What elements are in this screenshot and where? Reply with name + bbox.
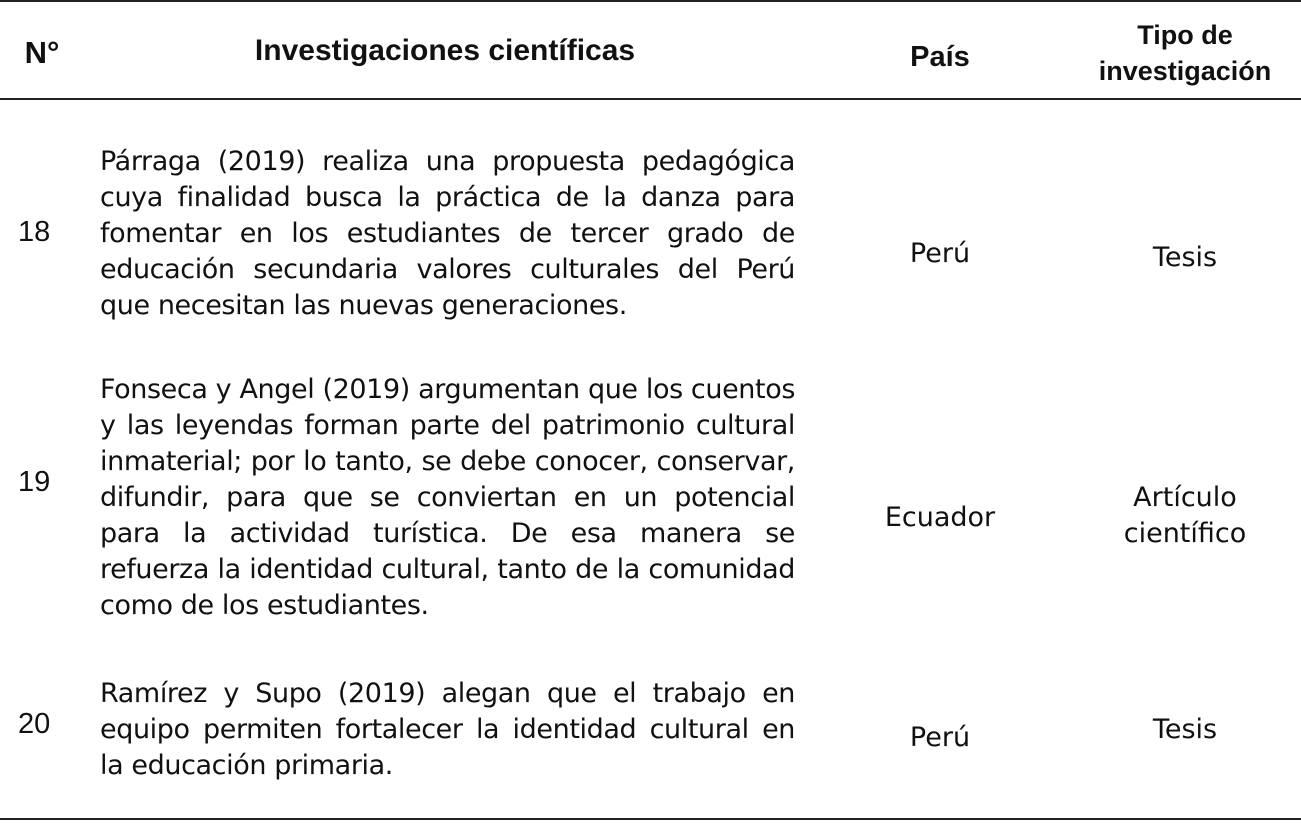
row-18-type: Tesis xyxy=(1152,242,1218,273)
row-19-country: Ecuador xyxy=(884,502,996,533)
row-20-description: Ramírez y Supo (2019) alegan que el trabajo en equipo permiten fortalecer la identidad cultural en la educación primaria. xyxy=(100,678,795,781)
header-number: N° xyxy=(24,35,60,70)
row-20-country: Perú xyxy=(909,722,971,753)
header-rule xyxy=(0,98,1301,100)
row-19-number: 19 xyxy=(18,466,51,498)
row-20-number: 20 xyxy=(18,708,51,740)
row-19-description: Fonseca y Angel (2019) argumentan que los cuentos y las leyendas forman parte del patrimonio cultural inmaterial; por lo tanto, se debe conocer, conservar, difundir, para que se conviertan en un potencial para la actividad turística. De esa manera se refuerza la identidad cultural, tanto de la comunidad como de los estudiantes. xyxy=(100,374,795,621)
row-18-description: Párraga (2019) realiza una propuesta pedagógica cuya finalidad busca la práctica de la danza para fomentar en los estudiantes de tercer grado de educación secundaria valores culturales del Perú que necesitan las nuevas generaciones. xyxy=(100,146,795,321)
header-country: País xyxy=(910,41,970,73)
row-19-type: Artículo científico xyxy=(1123,482,1247,549)
table-bottom-rule xyxy=(0,818,1301,820)
row-20-type: Tesis xyxy=(1152,714,1218,745)
table-top-rule xyxy=(0,0,1301,2)
row-18-country: Perú xyxy=(909,238,971,269)
row-18-number: 18 xyxy=(18,216,51,248)
header-research-type: Tipo de investigación xyxy=(1098,20,1272,86)
header-investigations: Investigaciones científicas xyxy=(254,34,636,67)
